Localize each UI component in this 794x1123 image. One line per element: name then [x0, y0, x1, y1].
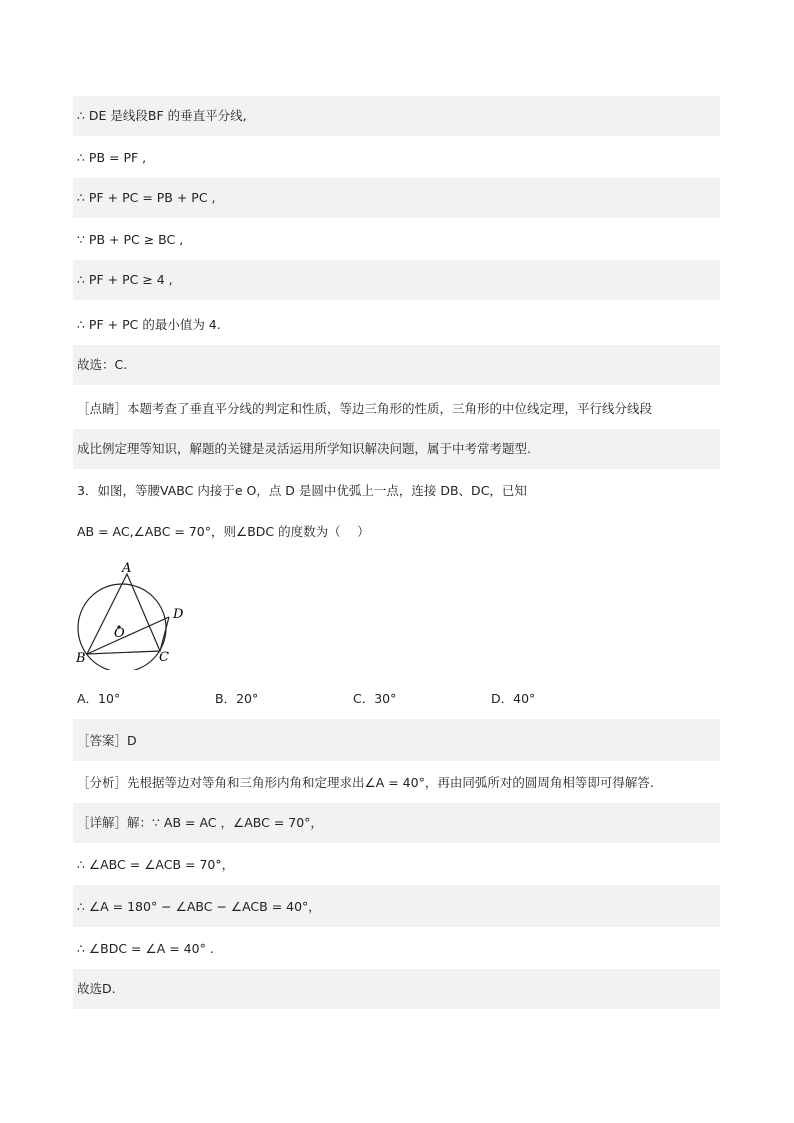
solution-line: ∴ PF + PC 的最小值为 4.: [77, 317, 221, 332]
question-line-1: 3．如图，等腰VABC 内接于e O，点 D 是圆中优弧上一点，连接 DB、DC，已知: [77, 483, 527, 498]
choice-a: A．10°: [77, 691, 121, 706]
label-c: C: [159, 650, 169, 665]
segment-dc: [160, 617, 169, 651]
solution-line: ∴ PF + PC ≥ 4 ,: [73, 260, 720, 300]
circle-figure: [72, 558, 197, 670]
triangle-abc: [87, 574, 160, 654]
analysis-line: ［分析］先根据等边对等角和三角形内角和定理求出∠A = 40°，再由同弧所对的圆周角相等即可得解答.: [77, 775, 654, 790]
question-line-2: AB = AC,∠ABC = 70°，则∠BDC 的度数为（ ）: [77, 524, 370, 539]
choice-d: D．40°: [491, 691, 536, 706]
step-line: ∴ ∠BDC = ∠A = 40° .: [77, 941, 214, 956]
solution-line: ∵ PB + PC ≥ BC ,: [77, 232, 184, 247]
label-a: A: [122, 561, 132, 576]
step-line: ∴ ∠ABC = ∠ACB = 70°，: [77, 857, 235, 872]
choice-b: B．20°: [215, 691, 259, 706]
detail-line: ［详解］解：∵ AB = AC ，∠ABC = 70°，: [73, 803, 720, 843]
step-line: ∴ ∠A = 180° − ∠ABC − ∠ACB = 40°，: [73, 885, 720, 927]
solution-choose: 故选：C.: [73, 345, 720, 385]
segment-db: [87, 617, 169, 654]
comment-line-1: ［点睛］本题考查了垂直平分线的判定和性质，等边三角形的性质，三角形的中位线定理，平行线分线段: [77, 401, 653, 416]
label-d: D: [173, 607, 184, 622]
solution-line: ∴ DE 是线段BF 的垂直平分线,: [73, 96, 720, 136]
solution-line: ∴ PF + PC = PB + PC ,: [73, 178, 720, 218]
solution-line: ∴ PB = PF ,: [77, 150, 147, 165]
label-b: B: [76, 651, 86, 666]
choice-c: C．30°: [353, 691, 397, 706]
answer-choose: 故选D.: [73, 969, 720, 1009]
label-o: O: [114, 626, 125, 641]
comment-line-2: 成比例定理等知识，解题的关键是灵活运用所学知识解决问题，属于中考常考题型.: [73, 429, 720, 469]
answer-line: ［答案］D: [73, 719, 720, 761]
